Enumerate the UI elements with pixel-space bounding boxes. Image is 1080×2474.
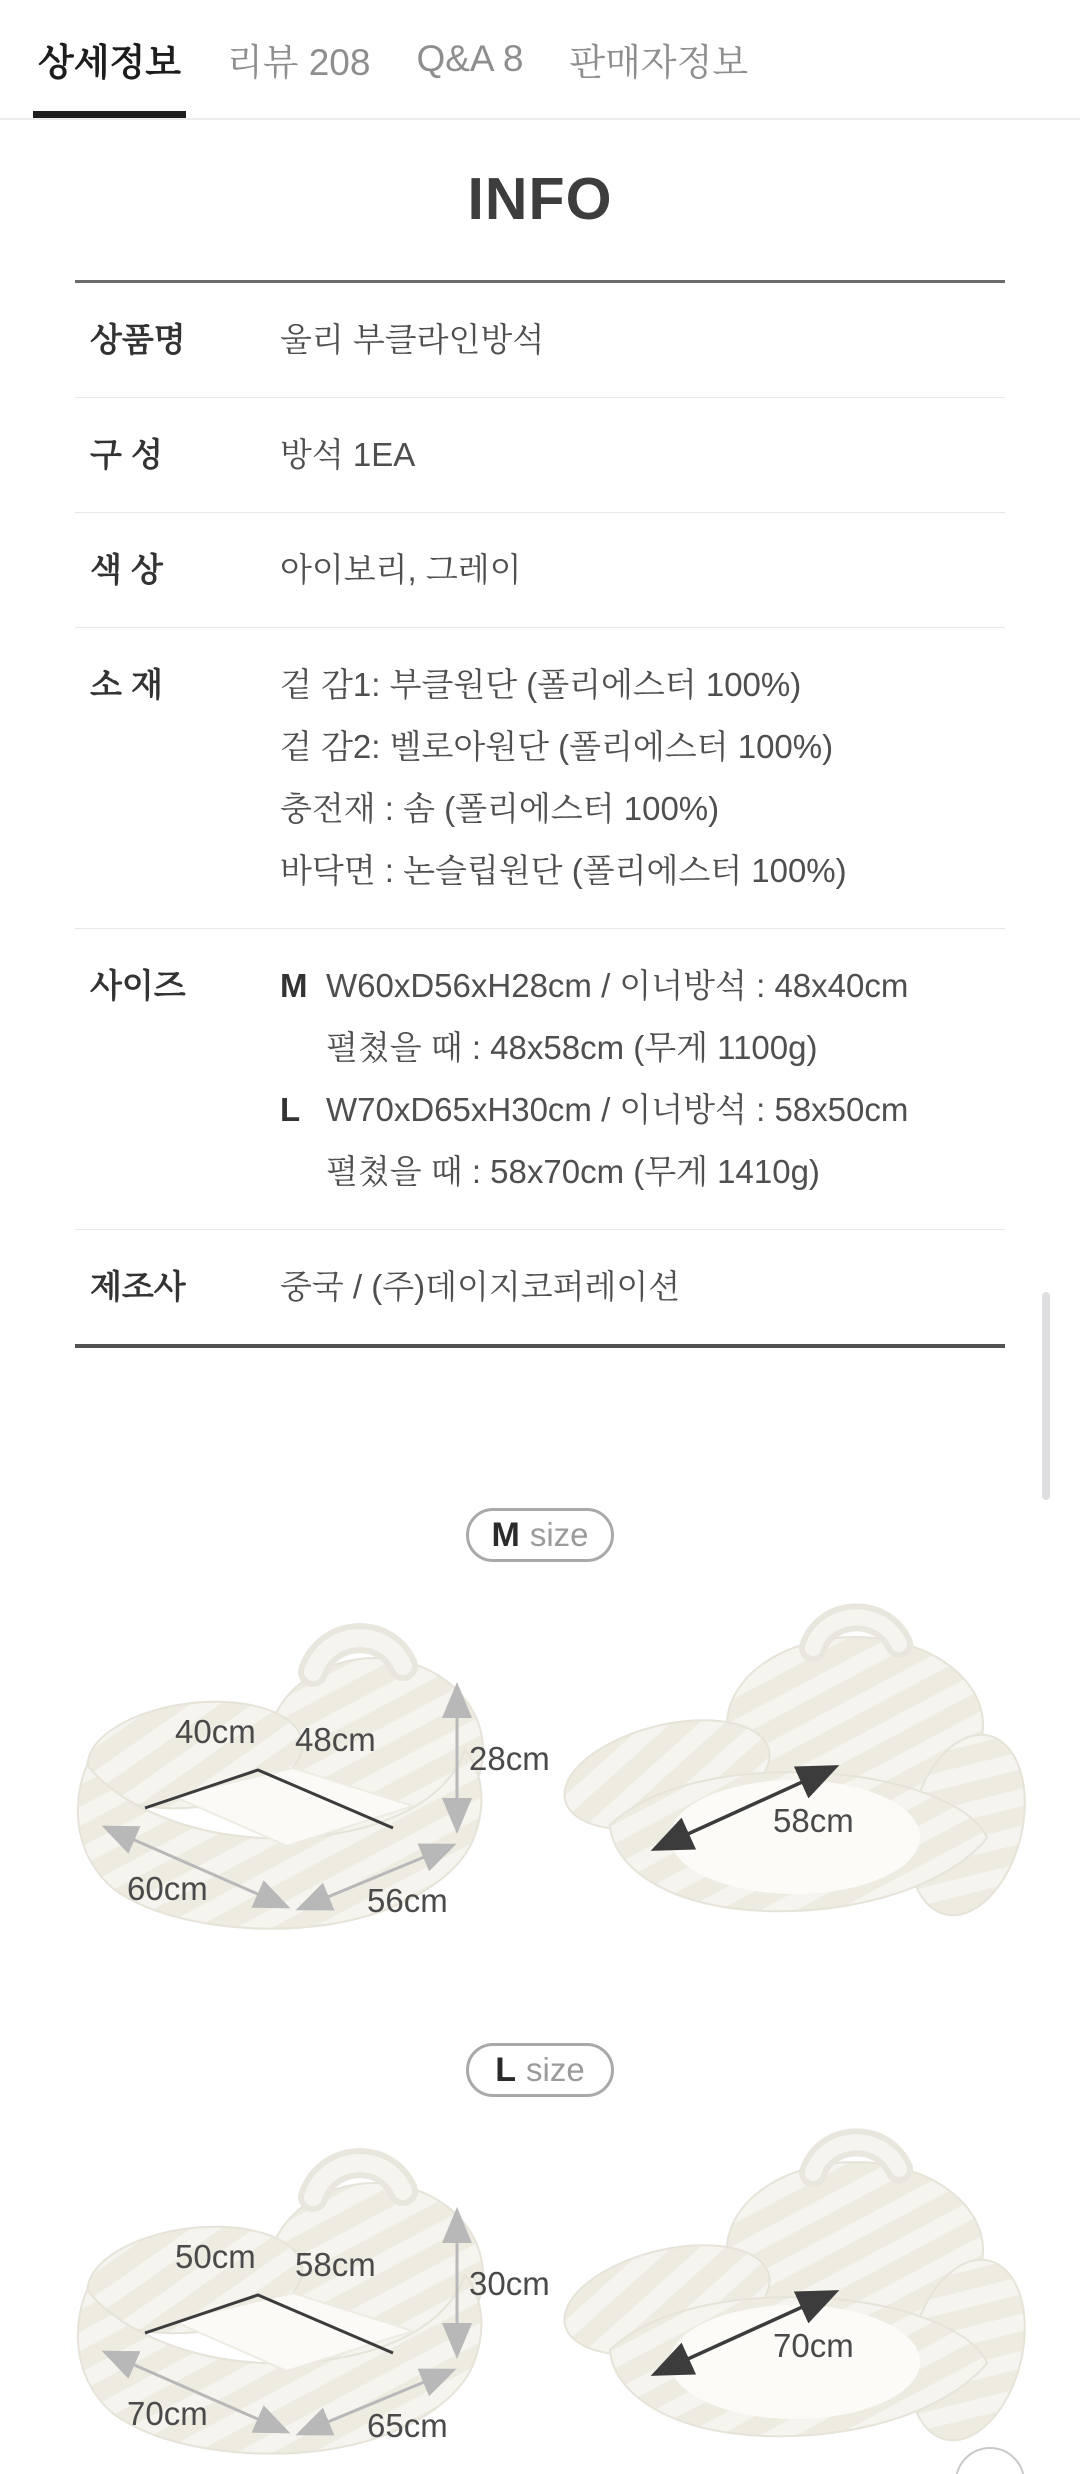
spec-label: 제조사 [90, 1268, 186, 1305]
dim-label-outer-depth: 56cm [367, 1882, 448, 1919]
spec-row-product-name [75, 283, 1005, 398]
size-letter: L [280, 1091, 301, 1128]
badge-size-word: size [526, 2051, 585, 2088]
info-heading: INFO [467, 166, 613, 232]
dim-label-open-width: 58cm [773, 1802, 854, 1839]
l-size-figures [0, 2125, 1080, 2474]
spec-row-material [75, 628, 1005, 929]
size-entry-m [280, 955, 1005, 1079]
size-dimensions: W70xD65xH30cm / 이너방석 : 58x50cm [326, 1091, 909, 1128]
dim-label-height: 30cm [469, 2265, 550, 2302]
spec-value: 방석 1EA [280, 436, 416, 473]
material-line: 겉 감1: 부클원단 (폴리에스터 100%) [280, 666, 802, 703]
spec-value [280, 955, 1005, 1203]
m-size-figures [0, 1600, 1080, 1955]
dim-label-height: 28cm [469, 1740, 550, 1777]
size-open-dimensions: 펼쳤을 때 : 48x58cm (무게 1100g) [326, 1029, 818, 1066]
dim-label-inner-depth: 40cm [175, 1713, 256, 1750]
m-folded-figure [45, 1600, 550, 1950]
tab-detail-info[interactable]: 상세정보 [38, 0, 181, 118]
badge-size-letter: M [491, 1515, 520, 1554]
l-folded-figure [45, 2125, 550, 2474]
spec-label: 상품명 [90, 321, 186, 358]
dim-label-inner-width: 58cm [295, 2246, 376, 2283]
tab-seller-info[interactable]: 판매자정보 [569, 42, 749, 83]
badge-size-letter: L [495, 2050, 517, 2089]
size-entry-l [280, 1079, 1005, 1203]
dim-label-outer-depth: 65cm [367, 2407, 448, 2444]
spec-row-manufacturer [75, 1230, 1005, 1344]
tab-reviews[interactable]: 리뷰 208 [226, 42, 371, 83]
spec-row-composition [75, 398, 1005, 513]
spec-row-color [75, 513, 1005, 628]
dim-label-outer-width: 70cm [127, 2395, 208, 2432]
spec-label: 색 상 [90, 551, 163, 588]
l-size-badge [466, 2043, 614, 2097]
material-line: 바닥면 : 논슬립원단 (폴리에스터 100%) [280, 852, 847, 889]
cushion-unfolded-illustration [555, 2115, 1065, 2474]
dim-label-inner-width: 48cm [295, 1721, 376, 1758]
material-line: 겉 감2: 벨로아원단 (폴리에스터 100%) [280, 728, 834, 765]
spec-value: 아이보리, 그레이 [280, 551, 522, 588]
spec-value: 중국 / (주)데이지코퍼레이션 [280, 1268, 681, 1305]
spec-label: 구 성 [90, 436, 163, 473]
size-open-dimensions: 펼쳤을 때 : 58x70cm (무게 1410g) [326, 1153, 820, 1190]
material-line: 충전재 : 솜 (폴리에스터 100%) [280, 790, 720, 827]
spec-label: 소 재 [90, 666, 163, 703]
detail-tab-bar [0, 0, 1080, 120]
l-unfolded-figure [555, 2115, 1065, 2474]
tab-qna[interactable]: Q&A 8 [416, 38, 524, 79]
size-letter: M [280, 967, 308, 1004]
spec-label: 사이즈 [90, 967, 186, 1004]
spec-value [280, 654, 1005, 902]
size-dimensions: W60xD56xH28cm / 이너방석 : 48x40cm [326, 967, 909, 1004]
spec-table [75, 280, 1005, 1348]
dim-label-outer-width: 60cm [127, 1870, 208, 1907]
dim-label-open-width: 70cm [773, 2327, 854, 2364]
badge-size-word: size [529, 1516, 589, 1553]
dim-label-inner-depth: 50cm [175, 2238, 256, 2275]
m-unfolded-figure [555, 1590, 1065, 1950]
spec-row-size [75, 929, 1005, 1230]
scrollbar-thumb[interactable] [1042, 1292, 1050, 1500]
m-size-badge [466, 1508, 614, 1562]
cushion-unfolded-illustration [555, 1590, 1065, 1950]
spec-value: 울리 부클라인방석 [280, 321, 545, 358]
info-section [0, 164, 1080, 1348]
